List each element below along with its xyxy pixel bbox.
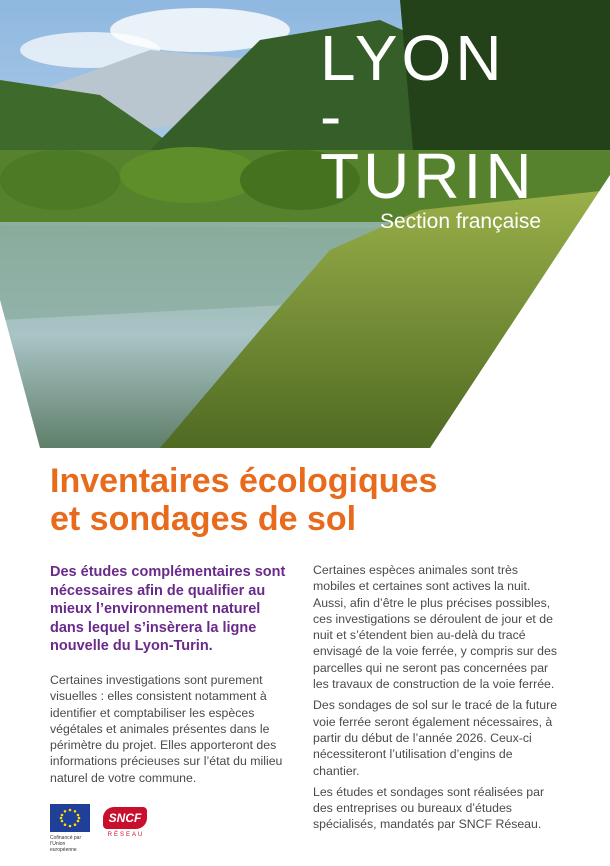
right-paragraph-3: Les études et sondages sont réalisées par des entreprises ou bureaux d’études spécialisés, mandatés par SNCF Réseau. — [313, 784, 545, 832]
logo-line-lyon: LYON — [320, 22, 506, 94]
eu-caption: Cofinancé par l’Union européenne — [50, 835, 82, 853]
eu-cofunding-logo — [50, 804, 92, 853]
eu-flag-icon — [50, 804, 90, 832]
left-paragraph: Certaines investigations sont purement visuelles : elles consistent notamment à identifier et comptabiliser les espèces végétales et animales présentes dans le périmètre du projet. Elles apporteront des informations précieuses sur l’état du milieu naturel de votre commune. — [50, 673, 283, 785]
page-title — [50, 462, 570, 538]
title-line-2: et sondages de sol — [50, 500, 357, 538]
logo-subtitle: Section française — [380, 210, 542, 233]
right-paragraph-1: Certaines espèces animales sont très mobiles et certaines sont actives la nuit. Aussi, afin d’être le plus précises possibles, ces investigations se déroulent de jour et de nuit et s’étendent bien au-delà du tracé envisagé de la voie ferrée, y compris sur des parcelles qui ne seront pas concernées par les travaux de construction de la voie ferrée. — [313, 563, 558, 692]
right-paragraph-2: Des sondages de sol sur le tracé de la future voie ferrée seront également nécessaires, à partir du début de l’année 2026. Ceux-ci nécessiteront l’utilisation d’engins de chantier. — [313, 698, 558, 778]
sncf-division: RÉSEAU — [107, 832, 145, 838]
sncf-badge: SNCF — [103, 807, 147, 829]
left-column — [50, 672, 290, 791]
logo-line-turin: -TURIN — [320, 80, 536, 212]
lyon-turin-logo — [320, 22, 550, 234]
lead-paragraph: Des études complémentaires sont nécessaires afin de qualifier au mieux l’environnement naturel dans lequel s’insèrera la ligne nouvelle du Lyon-Turin. — [50, 564, 286, 654]
right-column — [313, 562, 561, 838]
sncf-reseau-logo — [103, 807, 149, 838]
title-line-1: Inventaires écologiques — [50, 462, 438, 500]
